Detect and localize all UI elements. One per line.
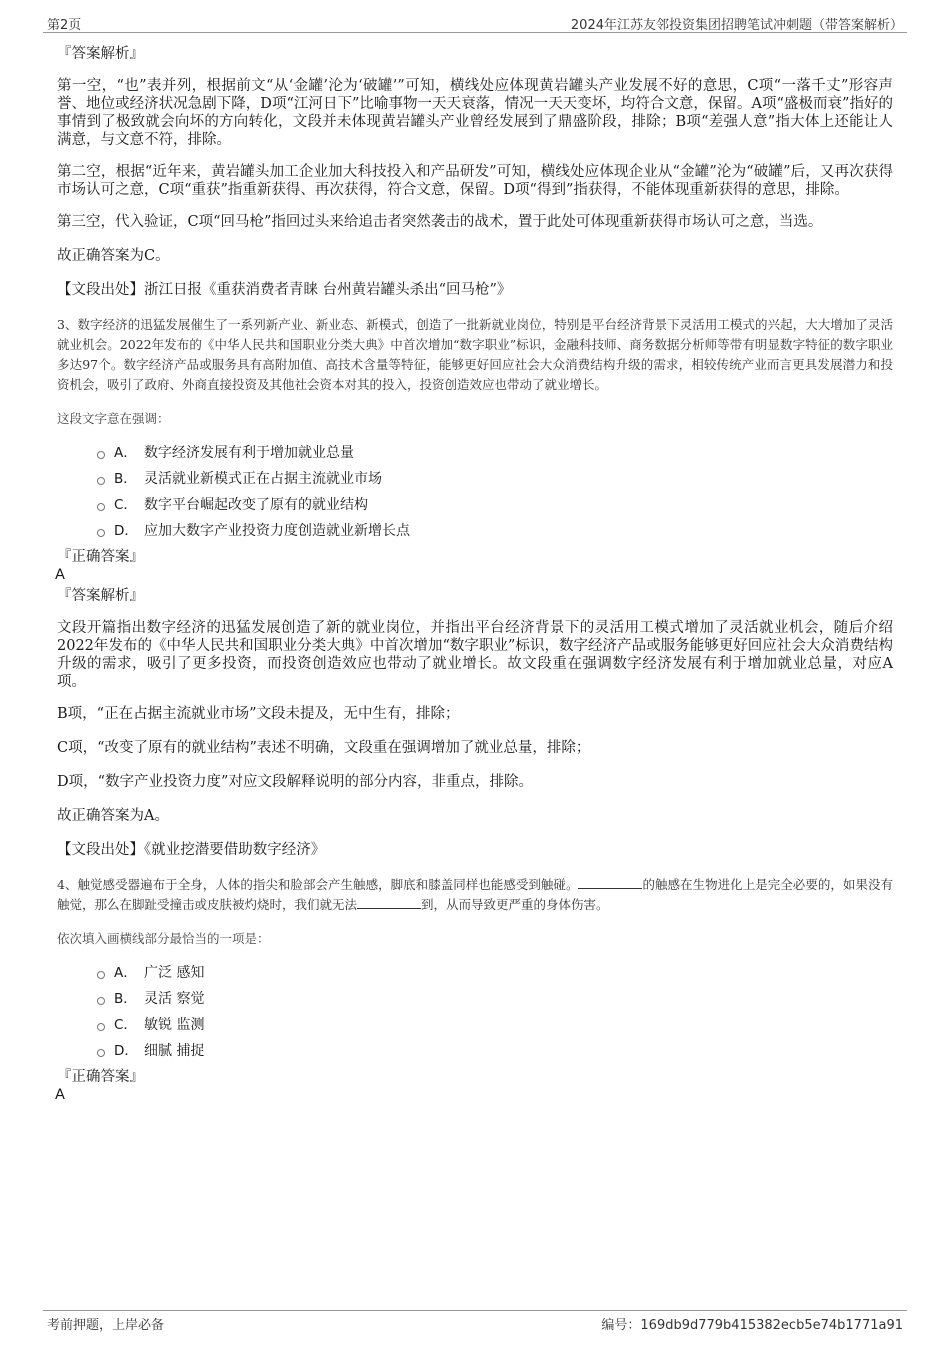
document-code: 编号：169db9d779b415382ecb5e74b1771a91: [601, 1318, 903, 1333]
page-header: [43, 14, 907, 33]
q3-options: [57, 440, 893, 544]
q2-analysis-p1: 第一空，“也”表并列，根据前文“从‘金罐’沦为‘破罐’”可知，横线处应体现黄岩罐头产业发展不好的意思，C项“一落千丈”形容声誉、地位或经济状况急剧下降，D项“江河日下”比喻事物一天天衰落，情况一天天变坏，均符合文意，保留。A项“盛极而衰”指好的事情到了极致就会向坏的方向转化，文段并未体现黄岩罐头产业曾经发展到了鼎盛阶段，排除；B项“差强人意”指大体上还能让人满意，与文意不符，排除。: [57, 78, 893, 148]
radio-icon[interactable]: [97, 1049, 105, 1057]
q4-correct-answer: A: [55, 1087, 65, 1103]
q3-stem: 3、数字经济的迅猛发展催生了一系列新产业、新业态、新模式，创造了一批新就业岗位，特别是平台经济背景下灵活用工模式的兴起，大大增加了灵活就业机会。2022年发布的《中华人民共和国职业分类大典》中首次增加“数字职业”标识，金融科技师、商务数据分析师等带有明显数字特征的数字职业多达97个。数字经济产品或服务具有高附加值、高技术含量等特征，能够更好回应社会大众消费结构升级的需求，相较传统产业而言更具发展潜力和投资机会，吸引了政府、外商直接投资及其他社会资本对其的投入，投资创造效应也带动了就业增长。: [57, 317, 893, 392]
q3-correct-label: 『正确答案』: [57, 549, 144, 565]
q4-correct-label: 『正确答案』: [57, 1069, 144, 1085]
fill-blank: [578, 876, 642, 889]
q3-analysis-p3: C项，“改变了原有的就业结构”表述不明确，文段重在强调增加了就业总量，排除；: [57, 740, 591, 756]
q3-conclusion: 故正确答案为A。: [57, 808, 169, 824]
q3-option-a[interactable]: A． 数字经济发展有利于增加就业总量: [97, 440, 893, 466]
q3-option-c[interactable]: C． 数字平台崛起改变了原有的就业结构: [97, 492, 893, 518]
q2-analysis-label: 『答案解析』: [57, 46, 144, 62]
radio-icon[interactable]: [97, 503, 105, 511]
q3-prompt: 这段文字意在强调：: [57, 411, 170, 426]
q3-correct-answer: A: [55, 567, 65, 583]
q3-source: 【文段出处】《就业挖潜要借助数字经济》: [57, 842, 326, 858]
q2-analysis-p3: 第三空，代入验证，C项“回马枪”指回过头来给追击者突然袭击的战术，置于此处可体现重新获得市场认可之意，当选。: [57, 214, 823, 230]
q4-options: [57, 960, 893, 1064]
q2-source: 【文段出处】浙江日报《重获消费者青睐 台州黄岩罐头杀出“回马枪”》: [57, 282, 512, 298]
q3-analysis-p1: 文段开篇指出数字经济的迅猛发展创造了新的就业岗位，并指出平台经济背景下的灵活用工模式增加了灵活就业机会，随后介绍2022年发布的《中华人民共和国职业分类大典》中首次增加“数字职业”标识，数字经济产品或服务能够更好回应社会大众消费结构升级的需求，吸引了更多投资，而投资创造效应也带动了就业增长。故文段重在强调数字经济发展有利于增加就业总量，对应A项。: [57, 620, 893, 690]
q3-option-d[interactable]: D． 应加大数字产业投资力度创造就业新增长点: [97, 518, 893, 544]
q3-option-b[interactable]: B． 灵活就业新模式正在占据主流就业市场: [97, 466, 893, 492]
radio-icon[interactable]: [97, 477, 105, 485]
q4-option-b[interactable]: B． 灵活 察觉: [97, 986, 893, 1012]
q4-option-a[interactable]: A． 广泛 感知: [97, 960, 893, 986]
document-title: 2024年江苏友邻投资集团招聘笔试冲刺题（带答案解析）: [570, 18, 903, 33]
radio-icon[interactable]: [97, 997, 105, 1005]
q4-prompt: 依次填入画横线部分最恰当的一项是：: [57, 931, 270, 946]
page-footer: [43, 1310, 907, 1333]
q4-stem: 4、触觉感受器遍布于全身，人体的指尖和脸部会产生触感，脚底和膝盖同样也能感受到触碰。 的触感在生物进化上是完全必要的，如果没有触觉，那么在脚趾受撞击或皮肤被灼烧时，我们就无法 到，从而导致更严重的身体伤害。: [57, 877, 893, 912]
fill-blank: [357, 896, 421, 909]
q3-analysis-p4: D项，“数字产业投资力度”对应文段解释说明的部分内容，非重点，排除。: [57, 774, 533, 790]
q3-analysis-label: 『答案解析』: [57, 588, 144, 604]
radio-icon[interactable]: [97, 529, 105, 537]
q3-analysis-p2: B项，“正在占据主流就业市场”文段未提及，无中生有，排除；: [57, 706, 460, 722]
q2-analysis-p2: 第二空，根据“近年来，黄岩罐头加工企业加大科技投入和产品研发”可知，横线处应体现企业从“金罐”沦为“破罐”后，又再次获得市场认可之意，C项“重获”指重新获得、再次获得，符合文意，保留。D项“得到”指获得，不能体现重新获得的意思，排除。: [57, 164, 893, 198]
q4-option-c[interactable]: C． 敏锐 监测: [97, 1012, 893, 1038]
q2-conclusion: 故正确答案为C。: [57, 248, 170, 264]
radio-icon[interactable]: [97, 451, 105, 459]
footer-slogan: 考前押题，上岸必备: [47, 1318, 165, 1333]
q4-option-d[interactable]: D． 细腻 捕捉: [97, 1038, 893, 1064]
radio-icon[interactable]: [97, 1023, 105, 1031]
page-number: 第2页: [47, 18, 82, 33]
document-body: [57, 44, 893, 1103]
radio-icon[interactable]: [97, 971, 105, 979]
